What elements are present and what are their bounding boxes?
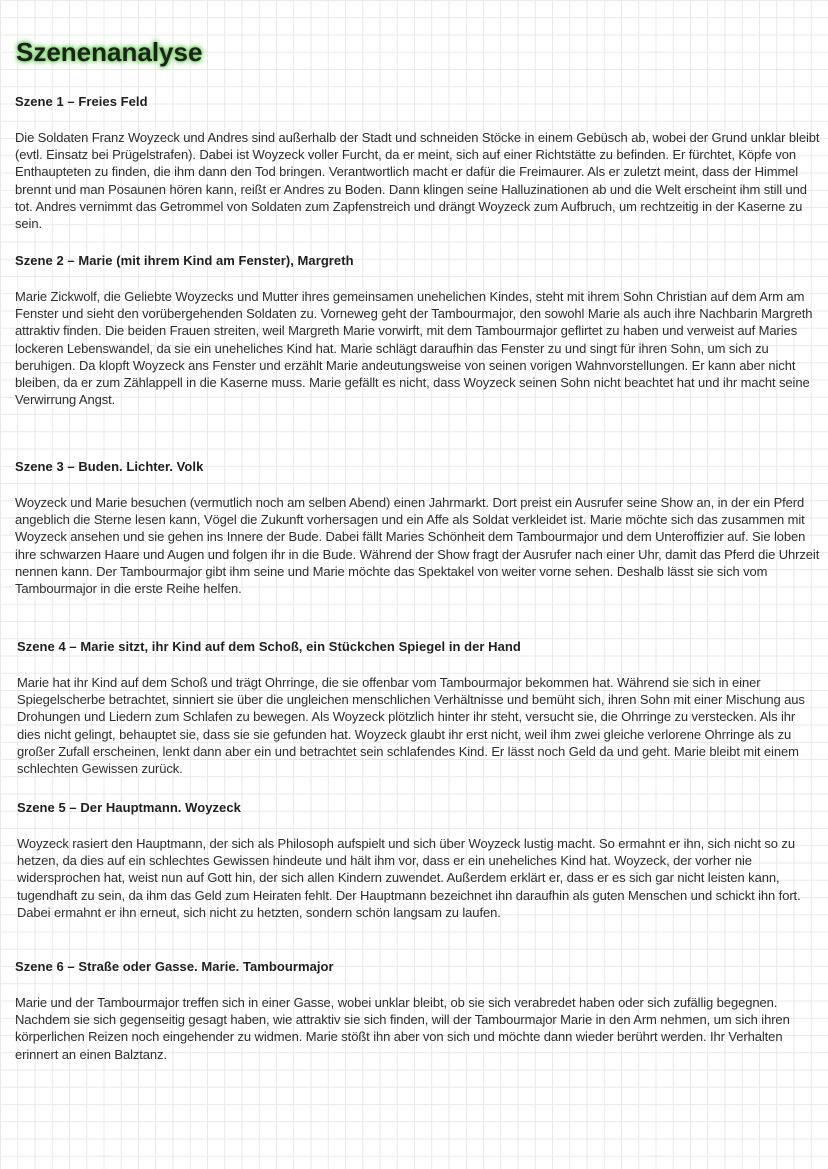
scene-section-2 bbox=[15, 252, 821, 408]
scene-text: Die Soldaten Franz Woyzeck und Andres sind außerhalb der Stadt und schneiden Stöcke in einem Gebüsch ab, wobei der Grund unklar bleibt (evtl. Einsatz bei Prügelstrafen). Dabei ist Woyzeck voller Furcht, da er meint, sich auf einer Richtstätte zu befinden. Er fürchtet, Köpfe von Enthaupteten zu finden, die ihm dann den Tod bringen. Verantwortlich macht er dafür die Freimaurer. Als er zuletzt meint, dass der Himmel brennt und man Posaunen hören kann, reißt er Andres zu Boden. Dann klingen seine Halluzinationen ab und die Welt erscheint ihm still und tot. Andres vernimmt das Getrommel von Soldaten zum Zapfenstreich und drängt Woyzeck zum Aufbruch, um rechtzeitig in der Kaserne zu sein. bbox=[15, 130, 820, 232]
document-page bbox=[15, 36, 821, 1062]
scene-heading: Szene 5 – Der Hauptmann. Woyzeck bbox=[17, 800, 241, 815]
scene-section-3 bbox=[15, 458, 821, 597]
scene-heading: Szene 3 – Buden. Lichter. Volk bbox=[15, 459, 204, 474]
scene-section-1 bbox=[15, 93, 821, 232]
scene-text: Marie und der Tambourmajor treffen sich in einer Gasse, wobei unklar bleibt, ob sie sich verabredet haben oder sich zufällig begegnen. Nachdem sie sich gegenseitig gesagt haben, wie attraktiv sie sich finden, will der Tambourmajor Marie in den Arm nehmen, um sich ihren körperlichen Reizen noch eingehender zu widmen. Marie stößt ihn aber von sich und möchte dann wieder berührt werden. Ihr Verhalten erinnert an einen Balztanz. bbox=[15, 995, 790, 1062]
scene-section-6 bbox=[15, 958, 821, 1063]
scene-heading: Szene 2 – Marie (mit ihrem Kind am Fenster), Margreth bbox=[15, 253, 354, 268]
scene-heading: Szene 1 – Freies Feld bbox=[15, 94, 148, 109]
scene-section-5 bbox=[17, 799, 820, 921]
scene-heading: Szene 4 – Marie sitzt, ihr Kind auf dem Schoß, ein Stückchen Spiegel in der Hand bbox=[17, 639, 521, 654]
scene-section-4 bbox=[17, 638, 820, 777]
scene-text: Marie hat ihr Kind auf dem Schoß und trägt Ohrringe, die sie offenbar vom Tambourmajor bekommen hat. Während sie sich in einer Spiegelscherbe betrachtet, sinniert sie über die ungleichen menschlichen Verhältnisse und bemüht sich, ihren Sohn mit einer Mischung aus Drohungen und Liedern zum Schlafen zu bewegen. Als Woyzeck plötzlich hinter ihr steht, versucht sie, die Ohrringe zu verstecken. Als ihr dies nicht gelingt, behauptet sie, dass sie sie gefunden hat. Woyzeck glaubt ihr erst nicht, weil ihm zwei gleiche verlorene Ohrringe als zu großer Zufall erscheinen, lenkt dann aber ein und betrachtet sein schlafendes Kind. Er lässt noch Geld da und geht. Marie bleibt mit einem schlechten Gewissen zurück. bbox=[17, 675, 805, 777]
page-title: Szenenanalyse bbox=[16, 37, 203, 67]
scene-text: Woyzeck und Marie besuchen (vermutlich noch am selben Abend) einen Jahrmarkt. Dort preist ein Ausrufer seine Show an, in der ein Pferd angeblich die Sterne lesen kann, Vögel die Zukunft vorhersagen und ein Affe als Soldat verkleidet ist. Marie möchte sich das zusammen mit Woyzeck ansehen und sie gehen ins Innere der Bude. Dabei fällt Maries Schönheit dem Tambourmajor und dem Unteroffizier auf. Sie loben ihre schwarzen Haare und Augen und folgen ihr in die Bude. Während der Show fragt der Ausrufer nach einer Uhr, damit das Pferd die Uhrzeit nennen kann. Der Tambourmajor gibt ihm seine und Marie möchte das Spektakel von weiter vorne sehen. Deshalb lässt sie sich vom Tambourmajor in die erste Reihe helfen. bbox=[15, 495, 820, 597]
scene-text: Marie Zickwolf, die Geliebte Woyzecks und Mutter ihres gemeinsamen unehelichen Kindes, steht mit ihrem Sohn Christian auf dem Arm am Fenster und sieht den vorübergehenden Soldaten zu. Vorneweg geht der Tambourmajor, den sowohl Marie als auch ihre Nachbarin Margreth attraktiv finden. Die beiden Frauen streiten, weil Margreth Marie vorwirft, mit dem Tambourmajor geflirtet zu haben und verweist auf Maries lockeren Lebenswandel, da sie ein uneheliches Kind hat. Marie schlägt daraufhin das Fenster zu und singt für ihren Sohn, um sich zu beruhigen. Da klopft Woyzeck ans Fenster und erzählt Marie andeutungsweise von seinen vorigen Wahnvorstellungen. Er kann aber nicht bleiben, da er zum Zählappell in die Kaserne muss. Marie gefällt es nicht, dass Woyzeck seinen Sohn nicht beachtet hat und ihr macht seine Verwirrung Angst. bbox=[15, 289, 813, 408]
scene-heading: Szene 6 – Straße oder Gasse. Marie. Tambourmajor bbox=[15, 959, 334, 974]
scene-text: Woyzeck rasiert den Hauptmann, der sich als Philosoph aufspielt und sich über Woyzeck lustig macht. So ermahnt er ihn, sich nicht so zu hetzen, da dies auf ein schlechtes Gewissen hindeute und hält ihm vor, dass er ein uneheliches Kind hat. Woyzeck, der vorher nie widersprochen hat, weist nun auf Gott hin, der sich allen Kindern zuwendet. Außerdem erklärt er, dass er es sich gar nicht leisten kann, tugendhaft zu sein, da ihm das Geld zum Heiraten fehlt. Der Hauptmann bezeichnet ihn daraufhin als guten Menschen und schickt ihn fort. Dabei ermahnt er ihn erneut, sich nicht zu hetzten, sondern schön langsam zu laufen. bbox=[17, 836, 801, 920]
